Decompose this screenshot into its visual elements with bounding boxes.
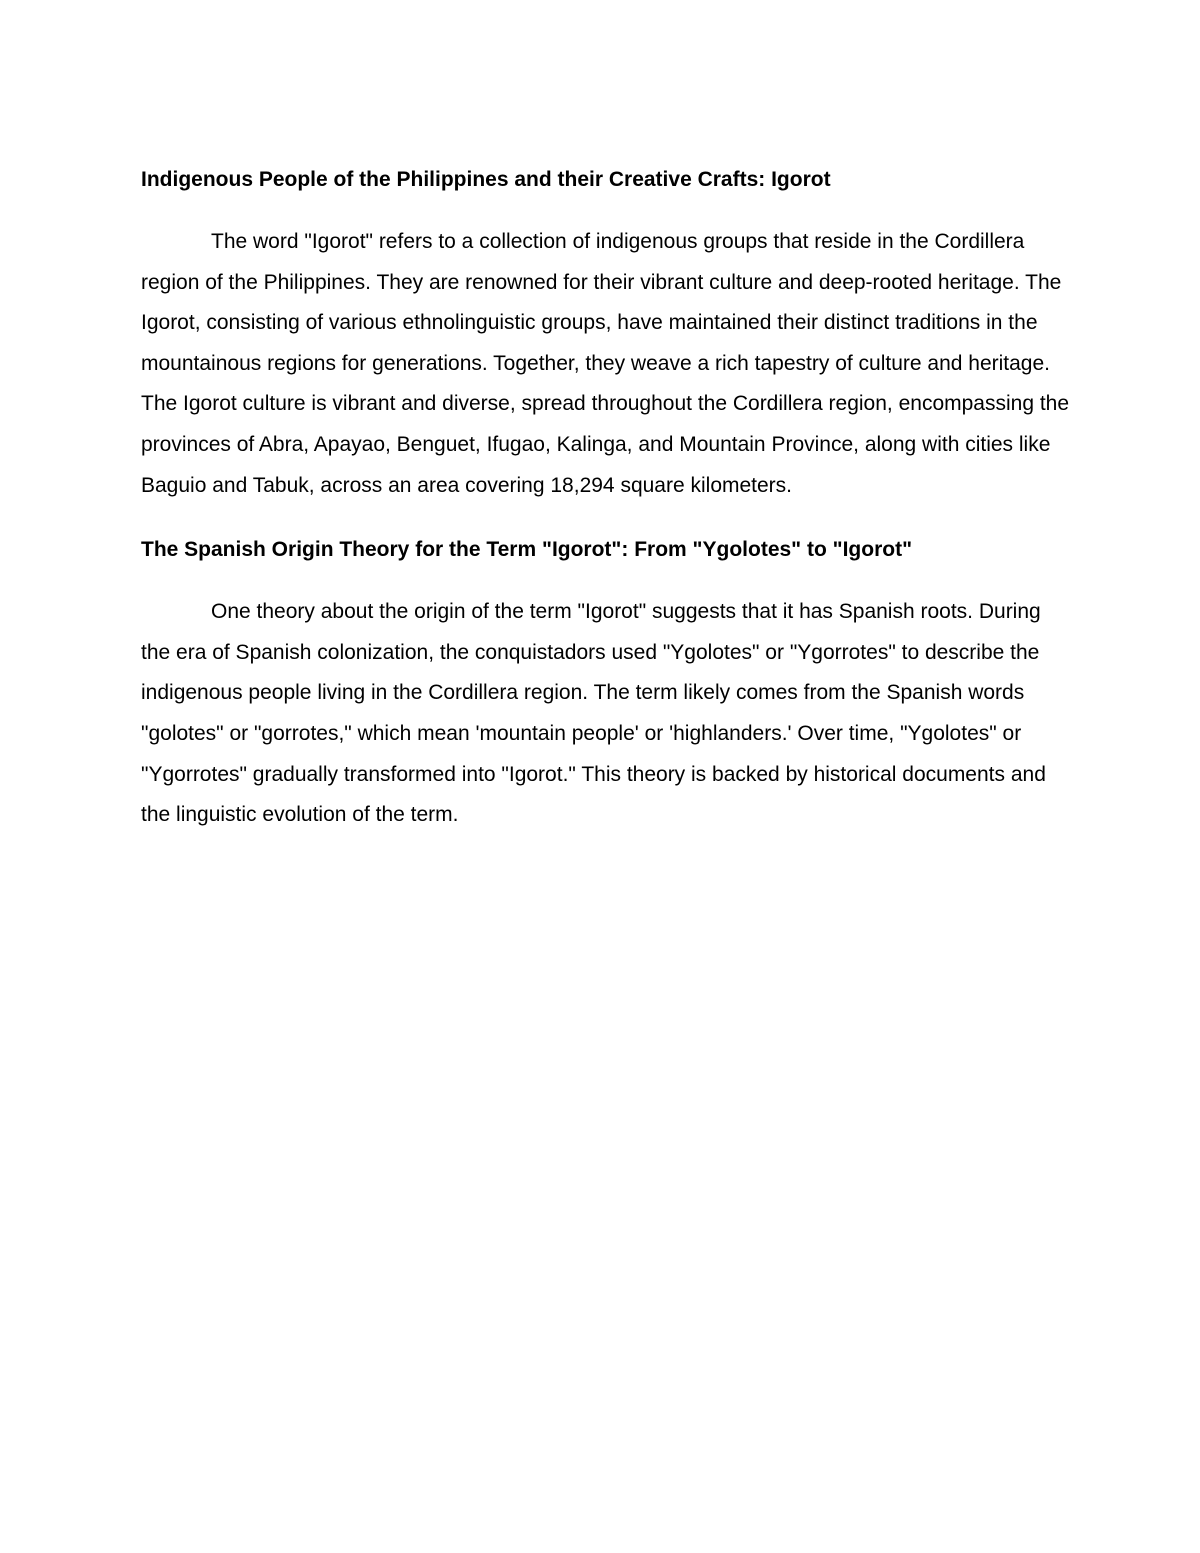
document-body bbox=[141, 160, 1071, 860]
section-paragraph-spanish-origin: One theory about the origin of the term "Igorot" suggests that it has Spanish roots. During the era of Spanish colonization, the conquistadors used "Ygolotes" or "Ygorrotes" to describe the indigenous people living in the Cordillera region. The term likely comes from the Spanish words "golotes" or "gorrotes," which mean 'mountain people' or 'highlanders.' Over time, "Ygolotes" or "Ygorrotes" gradually transformed into "Igorot." This theory is backed by historical documents and the linguistic evolution of the term. bbox=[141, 600, 1046, 827]
section-heading-igorot: Indigenous People of the Philippines and their Creative Crafts: Igorot bbox=[141, 168, 831, 191]
section-heading-spanish-origin: The Spanish Origin Theory for the Term "Igorot": From "Ygolotes" to "Igorot" bbox=[141, 538, 913, 562]
section-paragraph-igorot: The word "Igorot" refers to a collection of indigenous groups that reside in the Cordillera region of the Philippines. They are renowned for their vibrant culture and deep-rooted heritage. The Igorot, consisting of various ethnolinguistic groups, have maintained their distinct traditions in the mountainous regions for generations. Together, they weave a rich tapestry of culture and heritage. The Igorot culture is vibrant and diverse, spread throughout the Cordillera region, encompassing the provinces of Abra, Apayao, Benguet, Ifugao, Kalinga, and Mountain Province, along with cities like Baguio and Tabuk, across an area covering 18,294 square kilometers. bbox=[141, 230, 1070, 497]
